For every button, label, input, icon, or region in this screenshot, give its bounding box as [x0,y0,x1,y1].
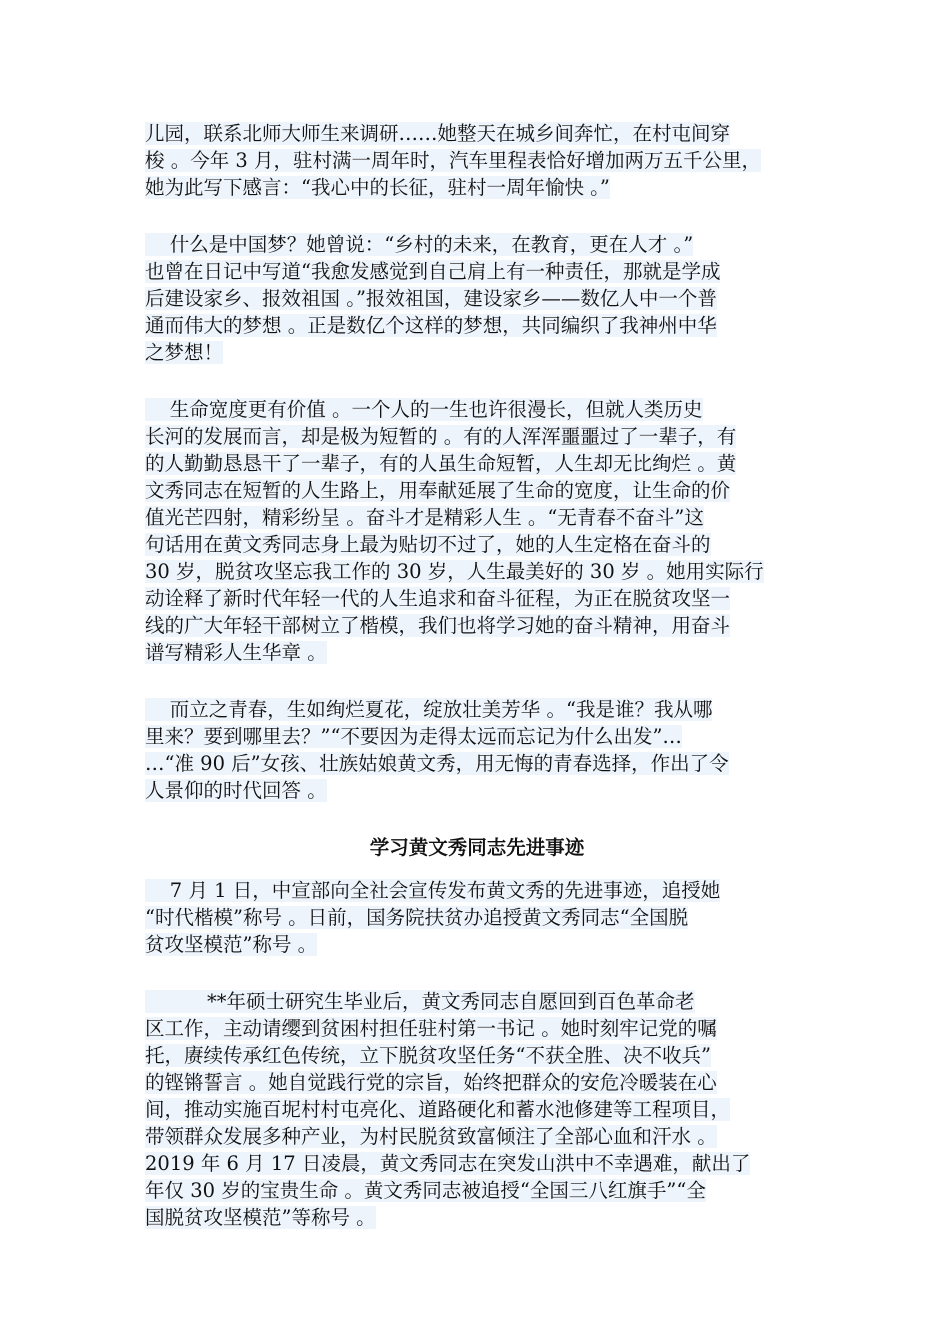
text-line [145,147,809,174]
text-line-content: 间，推动实施百坭村村屯亮化、道路硬化和蓄水池修建等工程项目， [145,1098,731,1121]
text-line [145,931,809,958]
text-line-content: 里来？要到哪里去？”“不要因为走得太远而忘记为什么出发”… [145,725,682,748]
text-line-content: 文秀同志在短暂的人生路上，用奉献延展了生命的宽度，让生命的价 [145,479,731,502]
text-line [145,696,809,723]
text-line-content: “时代楷模”称号 。日前，国务院扶贫办追授黄文秀同志“全国脱 [145,906,689,929]
text-line-content: 的铿锵誓言 。她自觉践行党的宗旨，始终把群众的安危冷暖装在心 [145,1071,717,1094]
text-line-content: 值光芒四射，精彩纷呈 。奋斗才是精彩人生 。“无青春不奋斗”这 [145,506,704,529]
text-line-content: 的人勤勤恳恳干了一辈子，有的人虽生命短暂，人生却无比绚烂 。黄 [145,452,737,475]
text-line [145,450,809,477]
text-line [145,639,809,666]
text-line-content: 长河的发展而言，却是极为短暂的 。有的人浑浑噩噩过了一辈子，有 [145,425,737,448]
text-line [145,1123,809,1150]
paragraph [145,120,809,201]
text-line [145,777,809,804]
text-line-content: 人景仰的时代回答 。 [145,779,327,802]
text-line-content: 什么是中国梦？她曾说：“乡村的未来，在教育，更在人才 。” [145,233,694,256]
text-line [145,477,809,504]
text-line [145,1042,809,1069]
text-line-content: 儿园，联系北师大师生来调研……她整天在城乡间奔忙，在村屯间穿 [145,122,731,145]
text-line-content: 而立之青春，生如绚烂夏花，绽放壮美芳华 。“我是谁？我从哪 [145,698,713,721]
text-line-content: 年仅 30 岁的宝贵生命 。黄文秀同志被追授“全国三八红旗手”“全 [145,1179,706,1202]
text-line-content: 梭 。今年 3 月，驻村满一周年时，汽车里程表恰好增加两万五千公里， [145,149,762,172]
text-line [145,1069,809,1096]
text-line [145,1015,809,1042]
text-line-content: 生命宽度更有价值 。一个人的一生也许很漫长，但就人类历史 [145,398,703,421]
text-line-content: 30 岁，脱贫攻坚忘我工作的 30 岁，人生最美好的 30 岁 。她用实际行 [145,560,764,583]
text-line [145,1204,809,1231]
text-line-content: 线的广大年轻干部树立了楷模，我们也将学习她的奋斗精神，用奋斗 [145,614,731,637]
text-line-content: **年硕士研究生毕业后，黄文秀同志自愿回到百色革命老 [145,990,695,1013]
text-line [145,750,809,777]
text-line-content: 谱写精彩人生华章 。 [145,641,327,664]
body-text-top [145,120,809,804]
text-line [145,904,809,931]
text-line [145,231,809,258]
paragraph [145,231,809,366]
document-page [145,120,809,1261]
text-line [145,723,809,750]
text-line [145,877,809,904]
text-line [145,558,809,585]
text-line-content: …“准 90 后”女孩、壮族姑娘黄文秀，用无悔的青春选择，作出了令 [145,752,729,775]
text-line [145,504,809,531]
text-line [145,531,809,558]
text-line-content: 2019 年 6 月 17 日凌晨，黄文秀同志在突发山洪中不幸遇难，献出了 [145,1152,751,1175]
text-line-content: 托，赓续传承红色传统，立下脱贫攻坚任务“不获全胜、决不收兵” [145,1044,711,1067]
text-line [145,396,809,423]
text-line [145,120,809,147]
text-line [145,1096,809,1123]
text-line [145,988,809,1015]
text-line-content: 也曾在日记中写道“我愈发感觉到自己肩上有一种责任，那就是学成 [145,260,721,283]
text-line [145,258,809,285]
text-line-content: 区工作，主动请缨到贫困村担任驻村第一书记 。她时刻牢记党的嘱 [145,1017,717,1040]
text-line [145,585,809,612]
text-line [145,174,809,201]
text-line-content: 通而伟大的梦想 。正是数亿个这样的梦想，共同编织了我神州中华 [145,314,717,337]
text-line [145,312,809,339]
text-line [145,612,809,639]
text-line [145,285,809,312]
text-line [145,339,809,366]
text-line-content: 之梦想！ [145,341,224,364]
text-line-content: 后建设家乡、报效祖国 。”报效祖国，建设家乡——数亿人中一个普 [145,287,717,310]
text-line-content: 动诠释了新时代年轻一代的人生追求和奋斗征程，为正在脱贫攻坚一 [145,587,731,610]
text-line [145,1150,809,1177]
body-text-bottom [145,877,809,1231]
text-line-content: 带领群众发展多种产业，为村民脱贫致富倾注了全部心血和汗水 。 [145,1125,717,1148]
paragraph [145,877,809,958]
section-heading: 学习黄文秀同志先进事迹 [369,836,585,859]
text-line-content: 国脱贫攻坚模范”等称号 。 [145,1206,376,1229]
paragraph [145,696,809,804]
text-line-content: 7 月 1 日，中宣部向全社会宣传发布黄文秀的先进事迹，追授她 [145,879,721,902]
paragraph [145,396,809,666]
text-line-content: 句话用在黄文秀同志身上最为贴切不过了，她的人生定格在奋斗的 [145,533,711,556]
text-line [145,1177,809,1204]
text-line [145,423,809,450]
text-line-content: 贫攻坚模范”称号 。 [145,933,318,956]
text-line-content: 她为此写下感言：“我心中的长征，驻村一周年愉快 。” [145,176,610,199]
paragraph [145,988,809,1231]
